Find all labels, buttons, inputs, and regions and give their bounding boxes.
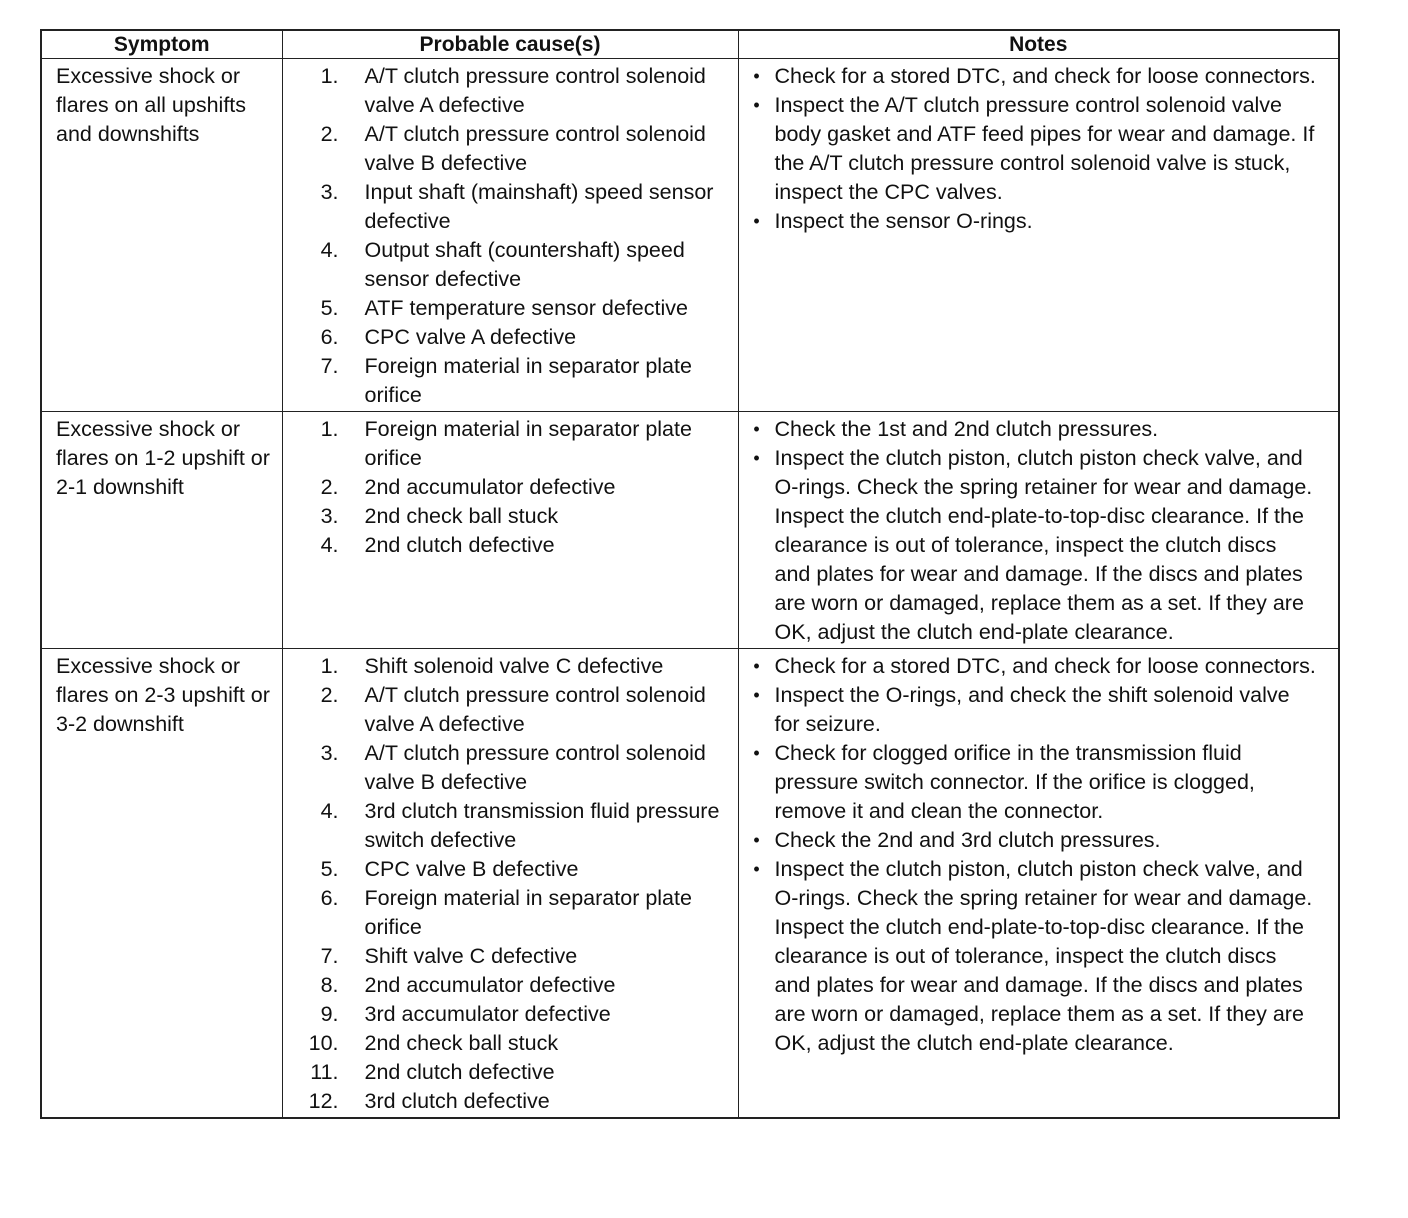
notes-list	[739, 62, 1339, 236]
cause-item	[283, 120, 738, 178]
cause-number: 3.	[320, 504, 339, 528]
cause-text: Shift valve C defective	[364, 944, 578, 968]
bullet-icon: •	[753, 743, 760, 763]
note-text: Check for a stored DTC, and check for loose connectors.	[774, 654, 1316, 678]
cause-item	[283, 178, 738, 236]
probable-causes-cell	[282, 649, 738, 1119]
cause-number: 4.	[320, 799, 339, 823]
cause-text: 2nd check ball stuck	[364, 504, 559, 528]
cause-text: A/T clutch pressure control solenoid valve B defective	[364, 122, 706, 175]
cause-number: 6.	[320, 325, 339, 349]
cause-text: 2nd accumulator defective	[364, 475, 616, 499]
cause-text: 2nd accumulator defective	[364, 973, 616, 997]
cause-text: Foreign material in separator plate orifice	[364, 886, 692, 939]
cause-number: 1.	[320, 64, 339, 88]
note-text: Check for clogged orifice in the transmission fluid pressure switch connector. If the orifice is clogged, remove it and clean the connector.	[774, 741, 1255, 823]
bullet-icon: •	[753, 419, 760, 439]
cause-number: 9.	[320, 1002, 339, 1026]
cause-text: ATF temperature sensor defective	[364, 296, 688, 320]
cause-item	[283, 797, 738, 855]
cause-text: A/T clutch pressure control solenoid valve B defective	[364, 741, 706, 794]
note-item	[739, 415, 1339, 444]
cause-item	[283, 323, 738, 352]
table-row	[41, 412, 1339, 649]
cause-text: 3rd clutch defective	[364, 1089, 550, 1113]
cause-item	[283, 681, 738, 739]
table-header-row	[41, 30, 1339, 59]
notes-cell	[738, 412, 1339, 649]
note-text: Inspect the sensor O-rings.	[774, 209, 1033, 233]
cause-number: 2.	[320, 475, 339, 499]
note-item	[739, 826, 1339, 855]
cause-item	[283, 62, 738, 120]
cause-item	[283, 531, 738, 560]
cause-text: Shift solenoid valve C defective	[364, 654, 664, 678]
bullet-icon: •	[753, 66, 760, 86]
cause-number: 3.	[320, 180, 339, 204]
note-item	[739, 681, 1339, 739]
cause-text: CPC valve B defective	[364, 857, 579, 881]
cause-text: Output shaft (countershaft) speed sensor defective	[364, 238, 685, 291]
cause-text: CPC valve A defective	[364, 325, 577, 349]
cause-number: 1.	[320, 417, 339, 441]
cause-item	[283, 502, 738, 531]
causes-list	[283, 62, 738, 410]
notes-list	[739, 652, 1339, 1058]
cause-item	[283, 1058, 738, 1087]
cause-item	[283, 971, 738, 1000]
note-item	[739, 207, 1339, 236]
header-symptom: Symptom	[41, 30, 282, 59]
note-text: Check for a stored DTC, and check for loose connectors.	[774, 64, 1316, 88]
bullet-icon: •	[753, 859, 760, 879]
probable-causes-cell	[282, 59, 738, 412]
symptom-text: Excessive shock or flares on all upshifts and downshifts	[56, 64, 247, 146]
cause-number: 4.	[320, 238, 339, 262]
table-row	[41, 59, 1339, 412]
cause-item	[283, 236, 738, 294]
troubleshooting-table-wrapper	[40, 29, 1338, 1119]
cause-number: 7.	[320, 354, 339, 378]
cause-item	[283, 1000, 738, 1029]
cause-number: 12.	[308, 1089, 339, 1113]
note-text: Check the 2nd and 3rd clutch pressures.	[774, 828, 1161, 852]
cause-item	[283, 294, 738, 323]
causes-list	[283, 652, 738, 1116]
note-text: Inspect the A/T clutch pressure control solenoid valve body gasket and ATF feed pipes for wear and damage. If the A/T clutch pressure control solenoid valve is stuck, inspect the CPC valves.	[774, 93, 1315, 204]
cause-number: 3.	[320, 741, 339, 765]
cause-number: 5.	[320, 857, 339, 881]
bullet-icon: •	[753, 685, 760, 705]
note-item	[739, 652, 1339, 681]
cause-text: 3rd clutch transmission fluid pressure switch defective	[364, 799, 720, 852]
cause-text: 2nd clutch defective	[364, 533, 555, 557]
cause-item	[283, 1087, 738, 1116]
note-item	[739, 91, 1339, 207]
cause-item	[283, 652, 738, 681]
cause-text: 2nd check ball stuck	[364, 1031, 559, 1055]
symptom-text: Excessive shock or flares on 1-2 upshift or 2-1 downshift	[56, 417, 270, 499]
table-row	[41, 649, 1339, 1119]
cause-item	[283, 1029, 738, 1058]
cause-number: 1.	[320, 654, 339, 678]
note-item	[739, 855, 1339, 1058]
cause-number: 11.	[310, 1060, 339, 1084]
cause-item	[283, 884, 738, 942]
bullet-icon: •	[753, 830, 760, 850]
header-probable-causes: Probable cause(s)	[282, 30, 738, 59]
cause-number: 7.	[320, 944, 339, 968]
note-item	[739, 62, 1339, 91]
note-item	[739, 739, 1339, 826]
cause-text: A/T clutch pressure control solenoid valve A defective	[364, 64, 706, 117]
cause-item	[283, 473, 738, 502]
symptom-cell	[41, 412, 282, 649]
cause-item	[283, 739, 738, 797]
cause-item	[283, 855, 738, 884]
cause-number: 4.	[320, 533, 339, 557]
note-text: Inspect the clutch piston, clutch piston check valve, and O-rings. Check the spring retainer for wear and damage. Inspect the clutch end-plate-to-top-disc clearance. If the clearance is out of tolerance, inspect the clutch discs and plates for wear and damage. If the discs and plates are worn or damaged, replace them as a set. If they are OK, adjust the clutch end-plate clearance.	[774, 446, 1313, 644]
bullet-icon: •	[753, 448, 760, 468]
bullet-icon: •	[753, 656, 760, 676]
cause-number: 2.	[320, 683, 339, 707]
cause-text: Input shaft (mainshaft) speed sensor defective	[364, 180, 714, 233]
note-text: Check the 1st and 2nd clutch pressures.	[774, 417, 1159, 441]
notes-cell	[738, 649, 1339, 1119]
cause-number: 10.	[308, 1031, 339, 1055]
symptom-cell	[41, 59, 282, 412]
table-body	[41, 59, 1339, 1119]
troubleshooting-table	[40, 29, 1340, 1119]
bullet-icon: •	[753, 95, 760, 115]
cause-text: 2nd clutch defective	[364, 1060, 555, 1084]
causes-list	[283, 415, 738, 560]
probable-causes-cell	[282, 412, 738, 649]
notes-list	[739, 415, 1339, 647]
cause-number: 2.	[320, 122, 339, 146]
header-notes: Notes	[738, 30, 1339, 59]
cause-text: 3rd accumulator defective	[364, 1002, 611, 1026]
cause-text: Foreign material in separator plate orifice	[364, 354, 692, 407]
note-text: Inspect the clutch piston, clutch piston check valve, and O-rings. Check the spring retainer for wear and damage. Inspect the clutch end-plate-to-top-disc clearance. If the clearance is out of tolerance, inspect the clutch discs and plates for wear and damage. If the discs and plates are worn or damaged, replace them as a set. If they are OK, adjust the clutch end-plate clearance.	[774, 857, 1313, 1055]
cause-text: Foreign material in separator plate orifice	[364, 417, 692, 470]
note-item	[739, 444, 1339, 647]
cause-number: 5.	[320, 296, 339, 320]
cause-number: 6.	[320, 886, 339, 910]
symptom-text: Excessive shock or flares on 2-3 upshift or 3-2 downshift	[56, 654, 270, 736]
cause-number: 8.	[320, 973, 339, 997]
notes-cell	[738, 59, 1339, 412]
cause-text: A/T clutch pressure control solenoid valve A defective	[364, 683, 706, 736]
bullet-icon: •	[753, 211, 760, 231]
cause-item	[283, 352, 738, 410]
symptom-cell	[41, 649, 282, 1119]
note-text: Inspect the O-rings, and check the shift solenoid valve for seizure.	[774, 683, 1290, 736]
cause-item	[283, 415, 738, 473]
cause-item	[283, 942, 738, 971]
